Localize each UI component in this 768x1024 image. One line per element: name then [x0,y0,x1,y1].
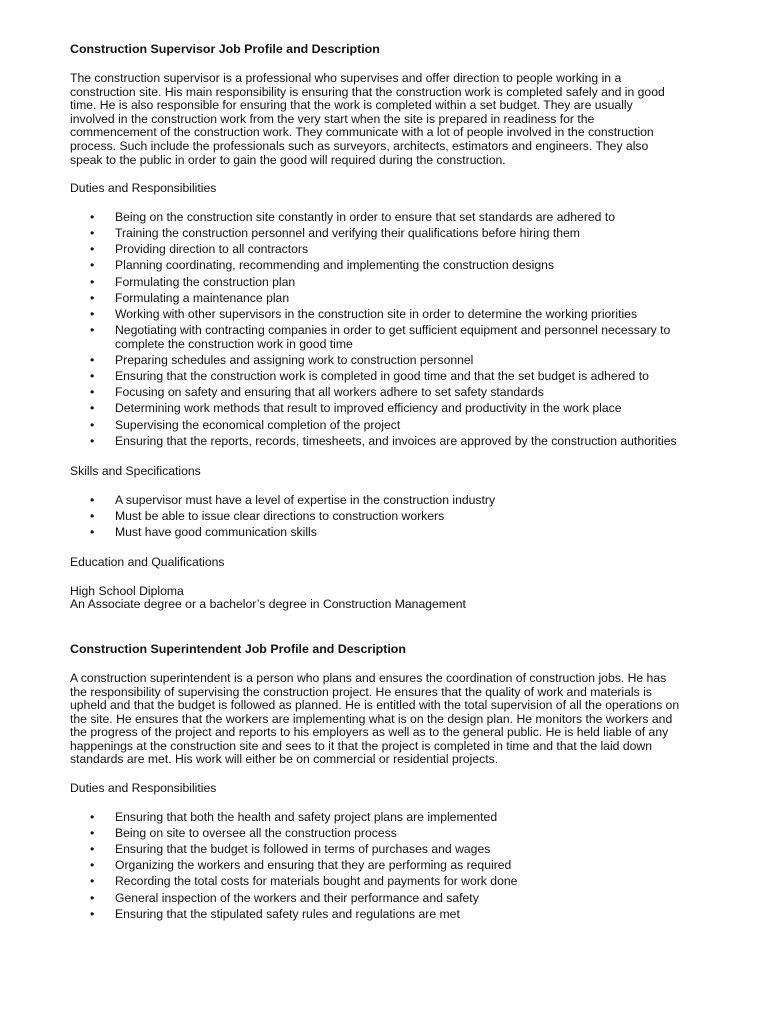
section2-intro: A construction superintendent is a person who plans and ensures the coordination of construction jobs. He has the responsibility of supervising the construction project. He ensures that the quality of work and materials is upheld and that the budget is followed as planned. He is entitled with the total supervision of all the operations on the site. He ensures that the workers are implementing what is on the design plan. He monitors the workers and the progress of the project and reports to his employers as well as to the general public. He is held liable of any happenings at the construction site and sees to it that the project is completed in time and that the laid down standards are met. His work will either be on commercial or residential projects. [70,670,680,767]
list-item: • Determining work methods that result to improved efficiency and productivity in the work place [70,402,680,416]
list-item: • Being on the construction site constantly in order to ensure that set standards are adhered to [70,211,680,225]
list-item: • Must have good communication skills [70,526,680,540]
list-item: • Organizing the workers and ensuring that they are performing as required [70,859,680,873]
section2-duties-heading: Duties and Responsibilities [70,781,217,796]
section2-title: Construction Superintendent Job Profile and Description [70,641,406,656]
section1-duties-heading: Duties and Responsibilities [70,181,217,196]
list-item: • General inspection of the workers and their performance and safety [70,892,680,906]
list-item: • Focusing on safety and ensuring that all workers adhere to set safety standards [70,386,680,400]
section2-duties-list [70,811,680,922]
list-item: • Recording the total costs for materials bought and payments for work done [70,875,680,889]
list-item: • Providing direction to all contractors [70,243,680,257]
section1-education-heading: Education and Qualifications [70,555,225,570]
list-item: • Formulating the construction plan [70,276,680,290]
list-item: • Negotiating with contracting companies in order to get sufficient equipment and personnel necessary to complete the construction work in good time [70,324,680,351]
list-item: • Working with other supervisors in the construction site in order to determine the working priorities [70,308,680,322]
list-item: • Supervising the economical completion of the project [70,419,680,433]
list-item: • Ensuring that both the health and safety project plans are implemented [70,811,680,825]
section1-skills-list [70,494,680,540]
education-line: High School Diploma [70,583,184,598]
education-line: An Associate degree or a bachelor’s degree in Construction Management [70,597,466,612]
list-item: • A supervisor must have a level of expertise in the construction industry [70,494,680,508]
document-body [70,42,680,924]
list-item: • Preparing schedules and assigning work to construction personnel [70,354,680,368]
list-item: • Formulating a maintenance plan [70,292,680,306]
list-item: • Ensuring that the construction work is completed in good time and that the set budget is adhered to [70,370,680,384]
section1-title: Construction Supervisor Job Profile and Description [70,42,380,56]
list-item: • Must be able to issue clear directions to construction workers [70,510,680,524]
list-item: • Ensuring that the reports, records, timesheets, and invoices are approved by the construction authorities [70,435,680,449]
list-item: • Training the construction personnel and verifying their qualifications before hiring them [70,227,680,241]
list-item: • Ensuring that the budget is followed in terms of purchases and wages [70,843,680,857]
list-item: • Planning coordinating, recommending and implementing the construction designs [70,259,680,273]
list-item: • Being on site to oversee all the construction process [70,827,680,841]
section1-duties-list [70,211,680,449]
section1-intro: The construction supervisor is a professional who supervises and offer direction to people working in a construction site. His main responsibility is ensuring that the construction work is completed safely and in good time. He is also responsible for ensuring that the work is completed within a set budget. They are usually involved in the construction work from the very start when the site is prepared in readiness for the commencement of the construction work. They communicate with a lot of people involved in the construction process. Such include the professionals such as surveyors, architects, estimators and engineers. They also speak to the public in order to gain the good will required during the construction. [70,71,665,167]
section1-skills-heading: Skills and Specifications [70,463,201,478]
list-item: • Ensuring that the stipulated safety rules and regulations are met [70,908,680,922]
